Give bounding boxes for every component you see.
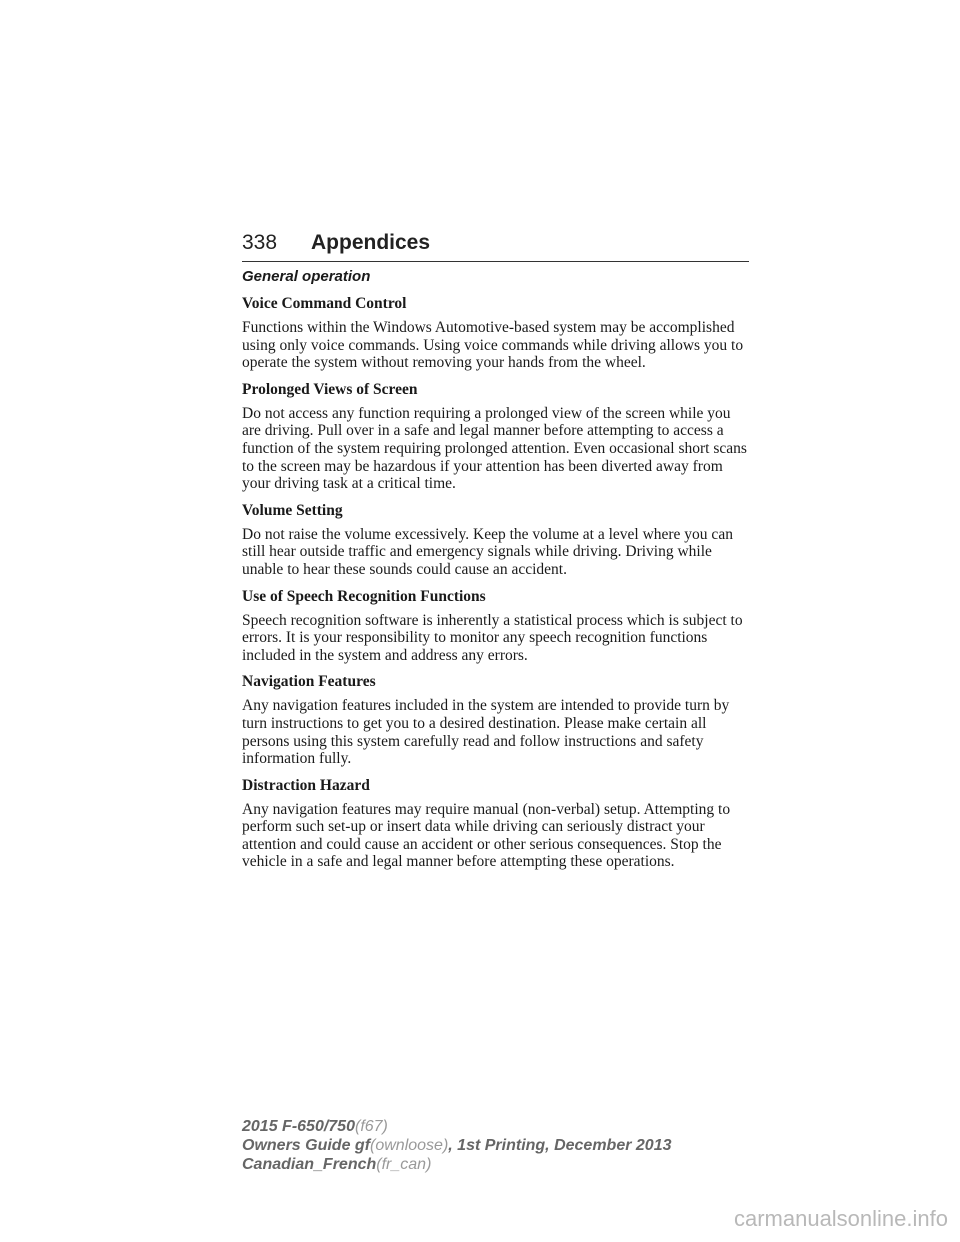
page-number: 338 xyxy=(242,231,278,254)
section-volume-setting xyxy=(242,501,752,579)
section-speech-recognition xyxy=(242,587,752,665)
footer-line-model xyxy=(242,1117,671,1136)
section-heading: Volume Setting xyxy=(242,501,343,519)
section-body: Speech recognition software is inherently a statistical process which is subject to errors. It is your responsibility to monitor any speech recognition functions included in the system and address any errors. xyxy=(242,611,743,664)
footer-language-code: (fr_can) xyxy=(376,1156,432,1173)
section-navigation-features xyxy=(242,672,752,767)
section-voice-command xyxy=(242,294,752,372)
footer-model-code: (f67) xyxy=(354,1118,388,1135)
section-heading: Voice Command Control xyxy=(242,295,407,312)
section-heading: Use of Speech Recognition Functions xyxy=(242,587,486,605)
page-content xyxy=(242,268,752,879)
section-body: Any navigation features included in the system are intended to provide turn by turn instructions to get you to a desired destination. Please make certain all persons using this system carefully read and follow instructions and safety information fully. xyxy=(242,697,730,768)
section-body: Do not access any function requiring a prolonged view of the screen while you are driving. Pull over in a safe and legal manner before attempting to access a function of the system requiring prolonged attention. Even occasional short scans to the screen may be hazardous if your attention has been diverted away from your driving task at a critical time. xyxy=(242,404,747,493)
section-body: Any navigation features may require manual (non-verbal) setup. Attempting to perform such set-up or insert data while driving can seriously distract your attention and could cause an accident or other serious consequences. Stop the vehicle in a safe and legal manner before attempting these operations. xyxy=(242,800,731,871)
footer-model: 2015 F-650/750 xyxy=(242,1118,355,1135)
footer-line-guide xyxy=(242,1136,671,1155)
print-footer xyxy=(242,1117,671,1174)
page-header xyxy=(242,231,749,262)
footer-printing: , 1st Printing, December 2013 xyxy=(448,1137,672,1154)
footer-line-language xyxy=(242,1155,671,1174)
section-body: Do not raise the volume excessively. Keep the volume at a level where you can still hear outside traffic and emergency signals while driving. Driving while unable to hear these sounds could cause an accident. xyxy=(242,525,733,578)
section-title: Appendices xyxy=(311,231,431,254)
watermark: carmanualsonline.info xyxy=(733,1206,948,1231)
footer-language: Canadian_French xyxy=(242,1156,377,1173)
section-body: Functions within the Windows Automotive-based system may be accomplished using only voice commands. Using voice commands while driving allows you to operate the system without removing your hands from the wheel. xyxy=(242,319,744,372)
section-heading: Prolonged Views of Screen xyxy=(242,380,418,398)
section-heading: Navigation Features xyxy=(242,673,376,691)
section-heading: Distraction Hazard xyxy=(242,776,370,794)
section-distraction-hazard xyxy=(242,776,752,871)
footer-guide: Owners Guide gf xyxy=(242,1137,371,1154)
section-prolonged-views xyxy=(242,380,752,493)
footer-guide-code: (ownloose) xyxy=(370,1137,449,1154)
sub-heading: General operation xyxy=(242,268,371,285)
